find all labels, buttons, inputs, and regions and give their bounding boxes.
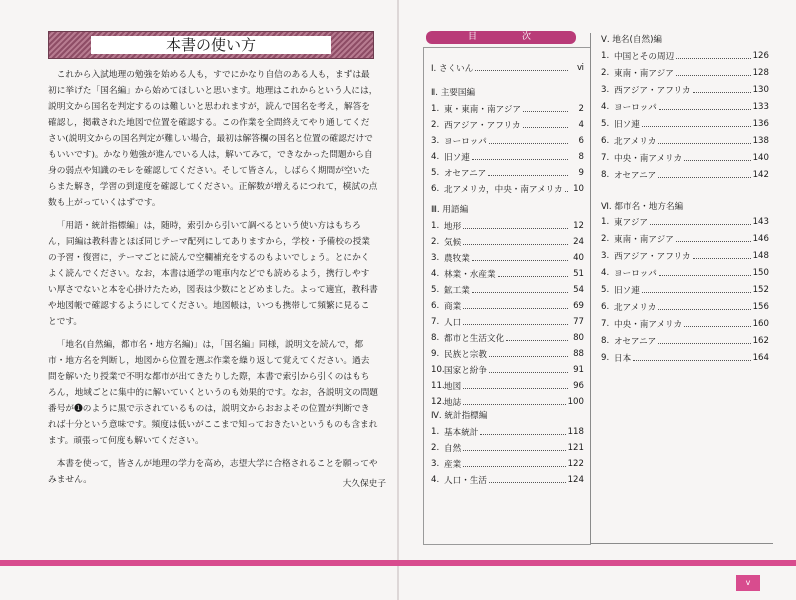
toc-entry[interactable] xyxy=(601,101,769,113)
toc-entry[interactable] xyxy=(431,442,584,454)
toc-entry[interactable] xyxy=(431,396,584,408)
leader-dots xyxy=(658,302,750,310)
toc-entry-number: 2. xyxy=(601,68,610,78)
toc-entry-number: 3. xyxy=(431,459,440,469)
toc-entry-number: 5. xyxy=(601,119,610,129)
toc-entry-label: 林業・水産業 xyxy=(444,270,496,280)
toc-page-number: 100 xyxy=(567,397,584,407)
toc-entry[interactable] xyxy=(601,250,769,262)
toc-page-number: 126 xyxy=(752,51,769,61)
toc-entry-number: 3. xyxy=(601,85,610,95)
toc-entry-number: 4. xyxy=(431,152,440,162)
toc-entry-number: 5. xyxy=(601,285,610,295)
leader-dots xyxy=(523,120,568,128)
toc-column-divider xyxy=(590,33,591,543)
toc-entry-number: 2. xyxy=(431,237,440,247)
toc-entry[interactable] xyxy=(431,220,584,232)
toc-entry[interactable] xyxy=(431,252,584,264)
toc-page-number: 138 xyxy=(752,136,769,146)
toc-entry[interactable] xyxy=(431,103,584,115)
toc-entry-label: 産業 xyxy=(444,460,462,470)
toc-title-a: 目 xyxy=(468,32,478,42)
toc-entry-label: 地形 xyxy=(444,222,462,232)
toc-entry-label: オセアニア xyxy=(614,171,657,181)
toc-page-number: 24 xyxy=(573,237,584,247)
leader-dots xyxy=(684,319,750,327)
instructions-body xyxy=(48,67,378,495)
toc-entry-label: 中央・南アメリカ xyxy=(614,320,683,330)
leader-dots xyxy=(523,104,568,112)
toc-bottom-rule xyxy=(590,543,773,544)
toc-page-number: 88 xyxy=(573,349,584,359)
leader-dots xyxy=(658,336,750,344)
toc-entry-number: 1. xyxy=(601,51,610,61)
toc-entry-number: 1. xyxy=(431,427,440,437)
toc-entry-number: 9. xyxy=(601,353,610,363)
toc-entry-label: 都市と生活文化 xyxy=(444,334,505,344)
toc-page-number: 142 xyxy=(752,170,769,180)
toc-entry-label: 東・東南・南アジア xyxy=(444,105,522,115)
toc-page-number: 146 xyxy=(752,234,769,244)
leader-dots xyxy=(463,459,565,467)
leader-dots xyxy=(659,268,751,276)
toc-section-title: Ⅲ. 用語編 xyxy=(431,205,469,215)
leader-dots xyxy=(489,365,568,373)
toc-entry-number: 12. xyxy=(431,397,445,407)
toc-entry[interactable] xyxy=(431,183,584,195)
toc-page-number: 91 xyxy=(573,365,584,375)
toc-entry-label: 自然 xyxy=(444,444,462,454)
toc-entry-number: 2. xyxy=(431,443,440,453)
toc-page-number: 156 xyxy=(752,302,769,312)
toc-entry-number: 2. xyxy=(431,120,440,130)
toc-page-number: 140 xyxy=(752,153,769,163)
toc-entry-label: 民族と宗教 xyxy=(444,350,487,360)
toc-page-number: 9 xyxy=(578,168,584,178)
toc-page-number: 136 xyxy=(752,119,769,129)
toc-page-number: 6 xyxy=(578,136,584,146)
toc-entry[interactable] xyxy=(601,50,769,62)
toc-entry[interactable] xyxy=(601,135,769,147)
toc-entry-label: 中国とその周辺 xyxy=(614,52,675,62)
toc-entry-number: 4. xyxy=(601,102,610,112)
author-name: 大久保史子 xyxy=(342,479,386,489)
toc-entry[interactable] xyxy=(431,167,584,179)
toc-page-number: 121 xyxy=(567,443,584,453)
toc-section-title: Ⅵ. 都市名・地方名編 xyxy=(601,202,684,212)
toc-page-number: 133 xyxy=(752,102,769,112)
leader-dots xyxy=(565,184,568,192)
toc-page-number: 8 xyxy=(578,152,584,162)
toc-entry-number: 9. xyxy=(431,349,440,359)
toc-page-number: 77 xyxy=(573,317,584,327)
toc-entry-label: 気候 xyxy=(444,238,462,248)
leader-dots xyxy=(472,152,568,160)
toc-entry-label: 北アメリカ，中央・南アメリカ xyxy=(444,185,563,195)
toc-title-b: 次 xyxy=(522,32,532,42)
toc-entry-label: 旧ソ連 xyxy=(614,120,640,130)
toc-entry[interactable] xyxy=(601,169,769,181)
toc-page-number: 2 xyxy=(578,104,584,114)
leader-dots xyxy=(693,85,751,93)
toc-page-number: 124 xyxy=(567,475,584,485)
page-number-badge: v xyxy=(736,575,760,591)
leader-dots xyxy=(489,475,566,483)
leader-dots xyxy=(676,51,750,59)
toc-entry[interactable] xyxy=(601,318,769,330)
leader-dots xyxy=(676,68,751,76)
toc-entry-label: 商業 xyxy=(444,302,462,312)
leader-dots xyxy=(684,153,750,161)
toc-entry[interactable] xyxy=(601,301,769,313)
leader-dots xyxy=(633,353,750,361)
toc-entry[interactable] xyxy=(601,216,769,228)
toc-entry[interactable] xyxy=(431,458,584,470)
leader-dots xyxy=(498,269,568,277)
toc-entry-label: 北アメリカ xyxy=(614,137,657,147)
toc-entry-number: 6. xyxy=(601,302,610,312)
leader-dots xyxy=(642,285,751,293)
toc-entry-label: 日本 xyxy=(614,354,632,364)
toc-entry-label: 西アジア・アフリカ xyxy=(614,252,691,262)
leader-dots xyxy=(676,234,751,242)
toc-section-title: Ⅳ. 統計指標編 xyxy=(431,411,488,421)
toc-entry[interactable] xyxy=(431,474,584,486)
toc-entry[interactable] xyxy=(431,426,584,438)
toc-entry-number: 5. xyxy=(431,168,440,178)
leader-dots xyxy=(463,237,568,245)
leader-dots xyxy=(642,119,751,127)
toc-section-title: Ⅱ. 主要国編 xyxy=(431,88,476,98)
toc-page-number: 54 xyxy=(573,285,584,295)
toc-entry-number: 4. xyxy=(431,475,440,485)
toc-page-number: 10 xyxy=(573,184,584,194)
leader-dots xyxy=(480,427,565,435)
toc-entry-number: 3. xyxy=(431,136,440,146)
leader-dots xyxy=(463,443,565,451)
paragraph-1: これから入試地理の勉強を始める人も，すでにかなり自信のある人も，まずは最初に挙げた「国名編」から始めてほしいと思います。地理はこれからという人には，説明文から国名を判定するのは難しいと思われますが，読んで国名を考え，解答を確認し，掲載された地図で位置を確認する。この作業を全問終えてやり通してください(説明文からの国名判定が難しい場合，最初は解答欄の国名と位置の確認だけでもいいです)。かなり勉強が進んでいる人は，解いてみて，できなかった問題から自身の弱点や知識のモレを確認してください。そして皆さん，しばらく期間が空いたらまた解き，学習の到達度を確認してください。正解数が増えるにつれて，模試の点数も上がっていくはずです。 xyxy=(48,70,378,208)
toc-page-number: 162 xyxy=(752,336,769,346)
paragraph-3: 「地名(自然編，都市名・地方名編)」は，「国名編」同様，説明文を読んで，都市・地方名を判断し，地図から位置を選ぶ作業を繰り返して覚えてください。過去問を解いたり授業で不明な都市が出てきたりした際，本書で索引から引くのはもちろん，地域ごとに集中的に解いていくというのも効果的です。なお，各説明文の問題番号が❶のように黒で示されているものは，説明文からおおよその位置が判断できれば十分という意味です。頻度は低いがここまで知っておきたいというものも含まれます。頑張って何度も解いてください。 xyxy=(48,340,378,446)
toc-page-number: 80 xyxy=(573,333,584,343)
toc-entry-label: 東南・南アジア xyxy=(614,235,674,245)
toc-entry[interactable] xyxy=(601,335,769,347)
paragraph-4: 本書を使って，皆さんが地理の学力を高め，志望大学に合格されることを願ってやみません。 xyxy=(48,459,378,485)
toc-entry[interactable] xyxy=(431,135,584,147)
toc-entry-label: 人口 xyxy=(444,318,462,328)
toc-page-number: 51 xyxy=(573,269,584,279)
toc-entry[interactable] xyxy=(601,284,769,296)
toc-page-number: 96 xyxy=(573,381,584,391)
toc-page-number: 143 xyxy=(752,217,769,227)
toc-entry-number: 6. xyxy=(431,184,440,194)
leader-dots xyxy=(463,397,565,405)
leader-dots xyxy=(475,63,568,71)
toc-entry-number: 2. xyxy=(601,234,610,244)
toc-section-title: Ⅴ. 地名(自然)編 xyxy=(601,35,663,45)
toc-page-number: 118 xyxy=(567,427,584,437)
toc-entry-label: ヨーロッパ xyxy=(444,137,487,147)
leader-dots xyxy=(489,136,568,144)
leader-dots xyxy=(463,381,568,389)
toc-entry[interactable] xyxy=(431,364,584,376)
toc-page-number: 130 xyxy=(752,85,769,95)
leader-dots xyxy=(463,221,568,229)
toc-entry-number: 10. xyxy=(431,365,445,375)
toc-entry-label: 鉱工業 xyxy=(444,286,470,296)
toc-page-number: 152 xyxy=(752,285,769,295)
toc-entry-number: 8. xyxy=(431,333,440,343)
toc-entry[interactable] xyxy=(601,352,769,364)
toc-entry-number: 3. xyxy=(431,253,440,263)
toc-entry-number: 3. xyxy=(601,251,610,261)
toc-entry-number: 6. xyxy=(601,136,610,146)
toc-entry-number: 1. xyxy=(601,217,610,227)
toc-entry-index[interactable] xyxy=(431,62,584,74)
toc-entry-number: 7. xyxy=(601,153,610,163)
toc-page-number: 128 xyxy=(752,68,769,78)
toc-entry[interactable] xyxy=(601,118,769,130)
toc-entry[interactable] xyxy=(601,67,769,79)
toc-entry-label: 北アメリカ xyxy=(614,303,657,313)
toc-entry-label: 東南・南アジア xyxy=(614,69,674,79)
toc-section-title: Ⅰ. さくいん xyxy=(431,64,474,74)
toc-entry[interactable] xyxy=(431,284,584,296)
toc-entry-number: 7. xyxy=(601,319,610,329)
toc-page-number: 150 xyxy=(752,268,769,278)
toc-entry-label: ヨーロッパ xyxy=(614,103,657,113)
toc-entry-label: 地図 xyxy=(444,382,462,392)
toc-entry[interactable] xyxy=(431,332,584,344)
leader-dots xyxy=(488,168,568,176)
leader-dots xyxy=(463,301,568,309)
toc-entry[interactable] xyxy=(601,152,769,164)
toc-title-tab xyxy=(426,31,576,44)
toc-entry-label: 国家と紛争 xyxy=(444,366,487,376)
toc-entry-label: 旧ソ連 xyxy=(444,153,470,163)
leader-dots xyxy=(472,285,568,293)
toc-entry-number: 1. xyxy=(431,221,440,231)
toc-entry-label: ヨーロッパ xyxy=(614,269,657,279)
toc-page-number: 69 xyxy=(573,301,584,311)
toc-entry-label: 西アジア・アフリカ xyxy=(444,121,521,131)
toc-page-number: ⅵ xyxy=(577,63,584,73)
leader-dots xyxy=(693,251,751,259)
toc-entry-number: 7. xyxy=(431,317,440,327)
page-title-frame xyxy=(48,31,374,59)
toc-entry-label: 西アジア・アフリカ xyxy=(614,86,691,96)
toc-entry[interactable] xyxy=(431,268,584,280)
toc-page-number: 160 xyxy=(752,319,769,329)
toc-entry[interactable] xyxy=(601,84,769,96)
leader-dots xyxy=(658,170,750,178)
page-title: 本書の使い方 xyxy=(91,36,331,54)
toc-entry[interactable] xyxy=(601,233,769,245)
toc-entry[interactable] xyxy=(431,348,584,360)
toc-entry-number: 8. xyxy=(601,336,610,346)
paragraph-2: 「用語・統計指標編」は，随時，索引から引いて調べるという使い方はもちろん，同編は教科書とほぼ同じテーマ配列にしてありますから，学校・予備校の授業の予習・復習に，テーマごとに読んで空欄補充をするのもよいでしょう。とにかくよく読んでください。なお，本書は通学の電車内などでも読めるよう，携行しやすい厚さでないと本を心掛けたため，図表は少数にとどめました。よって適宜，教科書や地図帳で確認するようにしてください。地図帳は，いつも携帯して頻繁に見ることです。 xyxy=(48,221,378,327)
leader-dots xyxy=(659,102,751,110)
toc-entry-label: 農牧業 xyxy=(444,254,470,264)
toc-entry[interactable] xyxy=(431,151,584,163)
leader-dots xyxy=(463,317,568,325)
toc-entry[interactable] xyxy=(431,236,584,248)
leader-dots xyxy=(506,333,568,341)
right-page xyxy=(398,0,796,600)
toc-entry[interactable] xyxy=(431,380,584,392)
toc-entry-label: 基本統計 xyxy=(444,428,479,438)
toc-entry-label: 旧ソ連 xyxy=(614,286,640,296)
toc-entry[interactable] xyxy=(431,119,584,131)
toc-entry-label: 地誌 xyxy=(444,398,462,408)
toc-page-number: 164 xyxy=(752,353,769,363)
leader-dots xyxy=(650,217,751,225)
toc-entry-number: 4. xyxy=(601,268,610,278)
toc-entry-number: 11. xyxy=(431,381,445,391)
toc-page-number: 12 xyxy=(573,221,584,231)
toc-entry-number: 5. xyxy=(431,285,440,295)
toc-entry[interactable] xyxy=(431,300,584,312)
toc-entry[interactable] xyxy=(601,267,769,279)
leader-dots xyxy=(489,349,568,357)
toc-page-number: 40 xyxy=(573,253,584,263)
toc-entry-label: 中央・南アメリカ xyxy=(614,154,683,164)
toc-entry-label: オセアニア xyxy=(614,337,657,347)
toc-entry-number: 1. xyxy=(431,104,440,114)
toc-entry-label: オセアニア xyxy=(444,169,487,179)
toc-page-number: 4 xyxy=(578,120,584,130)
toc-entry-label: 人口・生活 xyxy=(444,476,487,486)
toc-page-number: 148 xyxy=(752,251,769,261)
toc-entry-number: 8. xyxy=(601,170,610,180)
toc-page-number: 122 xyxy=(567,459,584,469)
toc-entry-label: 東アジア xyxy=(614,218,649,228)
leader-dots xyxy=(472,253,568,261)
toc-entry-number: 4. xyxy=(431,269,440,279)
toc-entry-number: 6. xyxy=(431,301,440,311)
leader-dots xyxy=(658,136,750,144)
bottom-accent-band xyxy=(0,560,796,566)
toc-entry[interactable] xyxy=(431,316,584,328)
